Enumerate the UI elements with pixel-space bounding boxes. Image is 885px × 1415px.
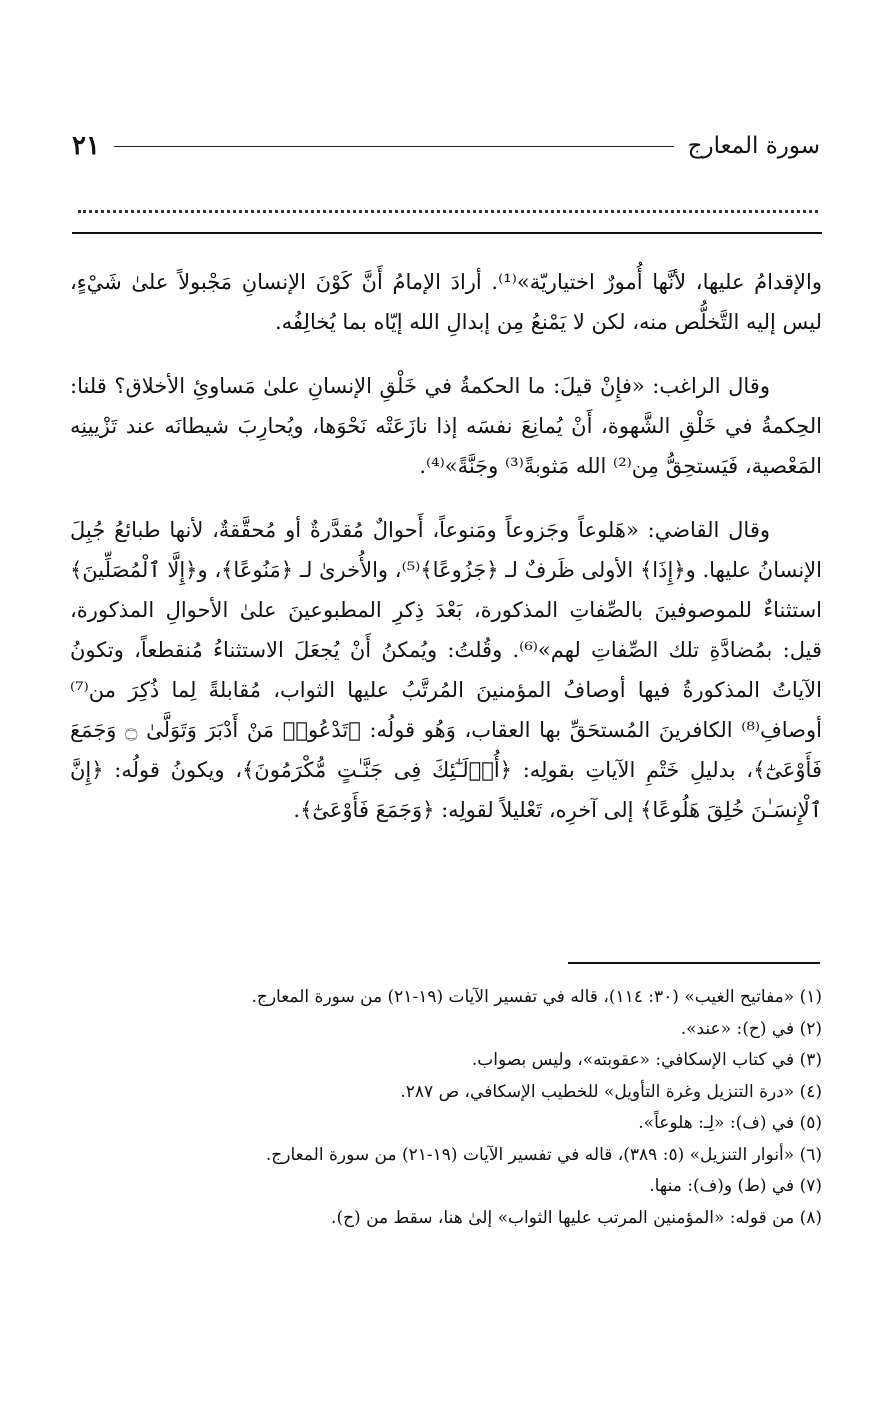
dotted-separator (78, 196, 818, 213)
footnote: (٣) في كتاب الإسكافي: «عقوبته»، وليس بصواب. (471, 1050, 822, 1070)
footnote-rule (568, 962, 820, 964)
footnote: (١) «مفاتيح الغيب» (٣٠: ١١٤)، قاله في تفسير الآيات (١٩-٢١) من سورة المعارج. (251, 987, 822, 1007)
footnote: (٤) «درة التنزيل وغرة التأويل» للخطيب الإسكافي، ص ٢٨٧. (400, 1081, 822, 1102)
header-rule (114, 146, 674, 147)
paragraph: وقال الراغب: «فإِنْ قيلَ: ما الحكمةُ في خَلْقِ الإنسانِ علىٰ مَساوئِ الأخلاق؟ قلنا: الحِكمةُ في خَلْقِ الشَّهوة، أَنْ يُمانِعَ نفسَه إذا نازَعَتْه نَحْوَها، ويُحارِبَ شيطانَه عند تَزْيينِه المَعْصية، فَيَستحِقُّ مِن⁽²⁾ الله مَثوبةً⁽³⁾ وجَنَّةً»⁽⁴⁾. (70, 374, 822, 478)
page-header (72, 126, 820, 166)
surah-title: سورة المعارج (687, 133, 820, 159)
page-number: ٢١ (72, 131, 100, 161)
footnote: (٦) «أنوار التنزيل» (٥: ٣٨٩)، قاله في تفسير الآيات (١٩-٢١) من سورة المعارج. (265, 1144, 822, 1165)
footnote: (٧) في (ط) و(ف): منها. (649, 1176, 822, 1196)
paragraph: والإقدامُ عليها، لأنَّها أُمورٌ اختياريّة»⁽¹⁾. أرادَ الإمامُ أَنَّ كَوْنَ الإنسانِ مَجْبولاً علىٰ شَيْءٍ، ليس إليه التَّخلُّص منه، لكن لا يَمْنعُ مِن إبدالِ الله إيّاه بما يُخالِفُه. (70, 270, 823, 334)
paragraph: وقال القاضي: «هَلوعاً وجَزوعاً ومَنوعاً، أَحوالٌ مُقدَّرةٌ أو مُحقَّقةٌ، لأنها طبائعُ جُبِلَ الإنسانُ عليها. و﴿إِذَا﴾ الأولى ظَرفٌ لـ ﴿جَزُوعًا﴾⁽⁵⁾، والأُخرىٰ لـ ﴿مَنُوعًا﴾، و﴿إِلَّا ٱلْمُصَلِّينَ﴾ استثناءٌ للموصوفينَ بالصِّفاتِ المذكورة، بَعْدَ ذِكرِ المطبوعينَ علىٰ الأحوالِ المذكورة، قيل: بمُضادَّةِ تلك الصِّفاتِ لهم»⁽⁶⁾. وقُلتُ: ويُمكنُ أَنْ يُجعَلَ الاستثناءُ مُنقطعاً، وتكونُ الآياتُ المذكورةُ فيها أوصافُ المؤمنينَ المُرتَّبُ عليها الثواب، مُقابلةً لِما ذُكِرَ من⁽⁷⁾ أوصافِ⁽⁸⁾ الكافرينَ المُستحَقِّ بها العقاب، وَهُو قولُه: ﴿تَدْعُوا۟ مَنْ أَدْبَرَ وَتَوَلَّىٰ ۝ وَجَمَعَ فَأَوْعَىٰٓ﴾، بدليلِ خَتْمِ الآياتِ بقولِه: ﴿أُو۟لَـٰٓئِكَ فِى جَنَّـٰتٍ مُّكْرَمُونَ﴾، ويكونُ قولُه: ﴿إِنَّ ٱلْإِنسَـٰنَ خُلِقَ هَلُوعًا﴾ إلى آخرِه، تَعْليلاً لقولِه: ﴿وَجَمَعَ فَأَوْعَىٰٓ﴾. (70, 518, 822, 822)
footnote: (٢) في (ح): «عند». (680, 1018, 822, 1039)
top-rule (72, 232, 822, 234)
footnotes (70, 982, 822, 1234)
footnote: (٨) من قوله: «المؤمنين المرتب عليها الثواب» إلىٰ هنا، سقط من (ح). (331, 1207, 822, 1228)
main-text (70, 262, 822, 854)
footnote: (٥) في (ف): «لِـ: هلوعاً». (638, 1113, 822, 1133)
